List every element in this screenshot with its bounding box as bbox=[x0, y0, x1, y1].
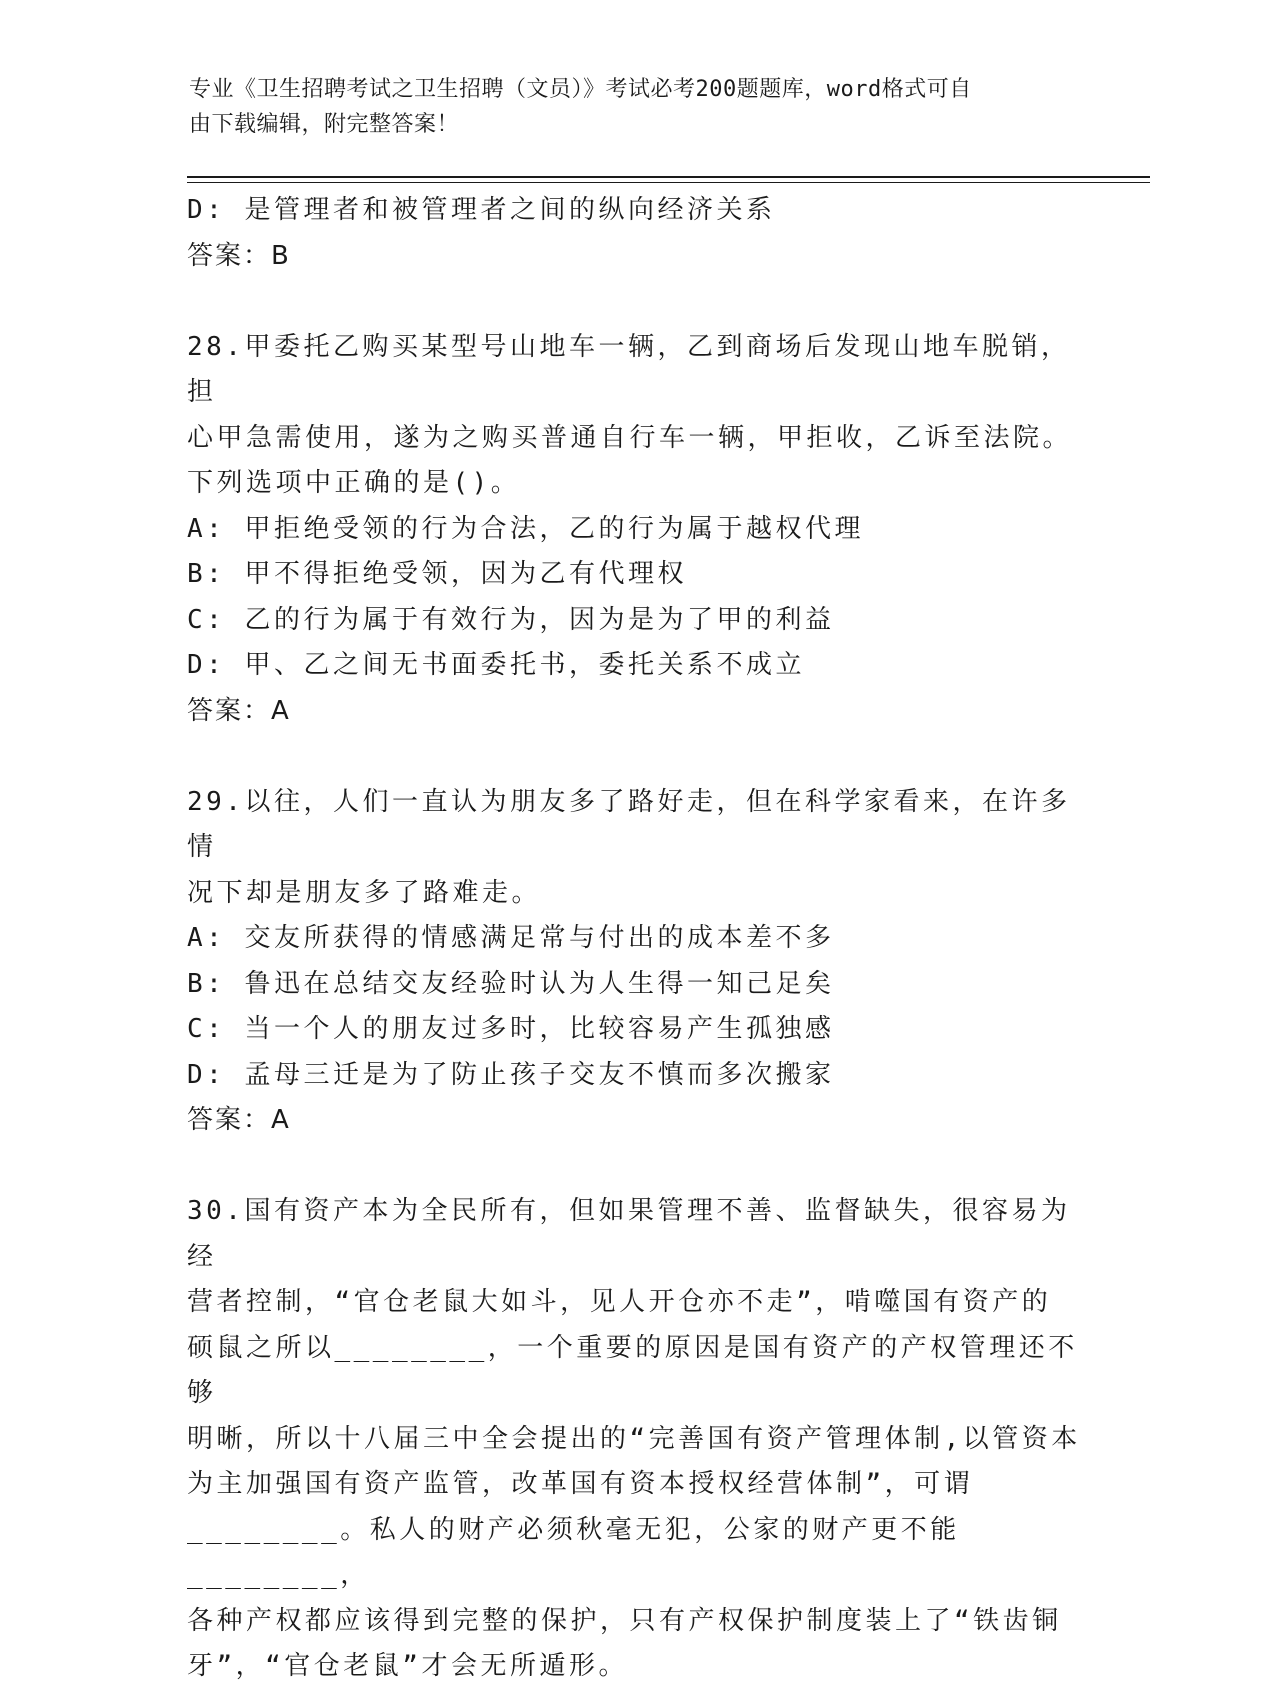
option-c: C: 当一个人的朋友过多时，比较容易产生孤独感 bbox=[187, 1014, 835, 1044]
header-line-2: 由下载编辑，附完整答案！ bbox=[189, 112, 460, 137]
question-stem-line: 心甲急需使用，遂为之购买普通自行车一辆，甲拒收，乙诉至法院。 bbox=[187, 422, 1073, 453]
question-stem-line: ________。私人的财产必须秋毫无犯，公家的财产更不能________， bbox=[187, 1514, 960, 1590]
question-30 bbox=[187, 1189, 1087, 1690]
question-stem-line: 况下却是朋友多了路难走。 bbox=[187, 877, 542, 908]
answer: 答案：B bbox=[187, 240, 291, 271]
question-stem-line: 为主加强国有资产监管，改革国有资本授权经营体制”，可谓 bbox=[187, 1469, 974, 1499]
option-b: B: 甲不得拒绝受领，因为乙有代理权 bbox=[187, 559, 687, 589]
option-d: D: 是管理者和被管理者之间的纵向经济关系 bbox=[187, 195, 776, 225]
question-stem-line: 下列选项中正确的是()。 bbox=[187, 468, 521, 498]
spacer bbox=[187, 279, 1087, 325]
spacer bbox=[187, 1144, 1087, 1190]
question-stem-line: 硕鼠之所以________，一个重要的原因是国有资产的产权管理还不够 bbox=[187, 1332, 1078, 1408]
spacer bbox=[187, 734, 1087, 780]
option-a: A: 交友所获得的情感满足常与付出的成本差不多 bbox=[187, 923, 835, 953]
answer: 答案：A bbox=[187, 1105, 291, 1135]
question-stem-line: 明晰，所以十八届三中全会提出的“完善国有资产管理体制,以管资本 bbox=[187, 1423, 1081, 1454]
question-28 bbox=[187, 325, 1087, 735]
option-c: C: 乙的行为属于有效行为，因为是为了甲的利益 bbox=[187, 604, 835, 635]
question-stem-line: 各种产权都应该得到完整的保护，只有产权保护制度装上了“铁齿铜 bbox=[187, 1605, 1062, 1636]
question-27-tail bbox=[187, 188, 1087, 279]
option-b: B: 鲁迅在总结交友经验时认为人生得一知己足矣 bbox=[187, 968, 835, 999]
question-stem-line: 营者控制，“官仓老鼠大如斗，见人开仓亦不走”，啃噬国有资产的 bbox=[187, 1287, 1052, 1317]
question-stem-line: 28.甲委托乙购买某型号山地车一辆，乙到商场后发现山地车脱销，担 bbox=[187, 331, 1071, 407]
answer: 答案：A bbox=[187, 695, 291, 726]
page-header bbox=[189, 72, 1069, 142]
option-d: D: 孟母三迁是为了防止孩子交友不慎而多次搬家 bbox=[187, 1059, 835, 1090]
header-line-1: 专业《卫生招聘考试之卫生招聘（文员）》考试必考200题题库，word格式可自 bbox=[189, 77, 972, 102]
question-stem-line: 牙”，“官仓老鼠”才会无所遁形。 bbox=[187, 1651, 628, 1681]
option-a: A: 甲拒绝受领的行为合法，乙的行为属于越权代理 bbox=[187, 513, 864, 544]
header-divider-thin bbox=[187, 182, 1150, 183]
header-divider-thick bbox=[187, 176, 1150, 178]
question-stem-line: 29.以往，人们一直认为朋友多了路好走，但在科学家看来，在许多情 bbox=[187, 786, 1071, 862]
question-29 bbox=[187, 780, 1087, 1144]
option-d: D: 甲、乙之间无书面委托书，委托关系不成立 bbox=[187, 650, 805, 680]
document-body bbox=[187, 188, 1087, 1690]
question-stem-line: 30.国有资产本为全民所有，但如果管理不善、监督缺失，很容易为经 bbox=[187, 1196, 1071, 1272]
